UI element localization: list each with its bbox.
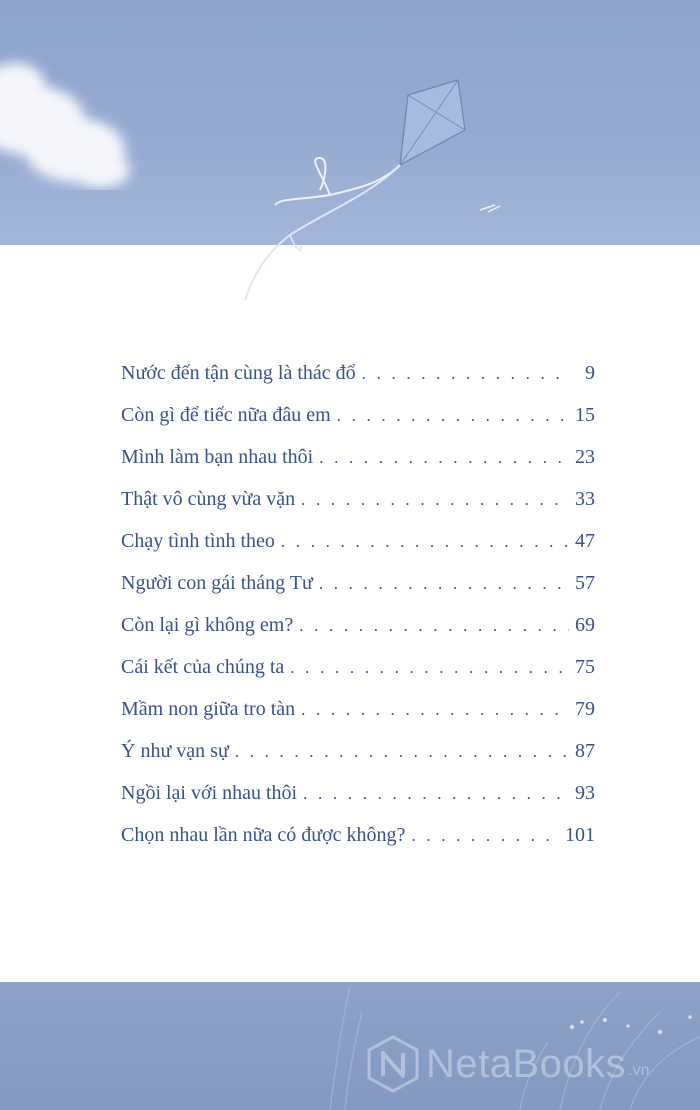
toc-leader-dots [337,406,569,426]
toc-leader-dots [299,616,569,636]
grass-banner [0,982,700,1110]
toc-leader-dots [411,826,561,846]
toc-leader-dots [301,700,569,720]
toc-title: Ý như vạn sự [121,740,229,762]
toc-entry[interactable] [121,530,595,572]
toc-title: Mình làm bạn nhau thôi [121,446,314,468]
toc-page-number: 75 [575,656,595,678]
toc-title: Còn gì để tiếc nữa đâu em [121,404,331,426]
toc-leader-dots [290,658,569,678]
watermark-tld: .vn [628,1062,650,1079]
toc-title: Chạy tình tình theo [121,530,275,552]
toc-leader-dots [362,364,569,384]
toc-title: Cái kết của chúng ta [121,656,285,678]
publisher-watermark [364,1032,694,1096]
toc-page-number: 15 [575,404,595,426]
toc-page-number: 69 [575,614,595,636]
toc-entry[interactable] [121,740,595,782]
toc-leader-dots [303,784,569,804]
toc-title: Mầm non giữa tro tàn [121,698,296,720]
toc-entry[interactable] [121,446,595,488]
toc-entry[interactable] [121,488,595,530]
toc-leader-dots [235,742,569,762]
toc-title: Người con gái tháng Tư [121,572,313,594]
toc-leader-dots [281,532,569,552]
kite-icon [0,0,700,310]
toc-page-number: 101 [565,824,595,846]
toc-page-number: 79 [575,698,595,720]
toc-page-number: 57 [575,572,595,594]
toc-page-number: 47 [575,530,595,552]
toc-title: Thật vô cùng vừa vặn [121,488,296,510]
toc-title: Chọn nhau lần nữa có được không? [121,824,406,846]
toc-title: Ngồi lại với nhau thôi [121,782,298,804]
toc-entry[interactable] [121,614,595,656]
netabooks-logo-icon [364,1034,422,1094]
toc-entry[interactable] [121,404,595,446]
watermark-name: NetaBooks [426,1041,627,1086]
toc-leader-dots [319,574,569,594]
toc-page-number: 9 [585,362,595,384]
toc-title: Nước đến tận cùng là thác đổ [121,362,356,384]
toc-entry[interactable] [121,656,595,698]
toc-title: Còn lại gì không em? [121,614,294,636]
toc-entry[interactable] [121,782,595,824]
toc-page-number: 87 [575,740,595,762]
toc-entry[interactable] [121,362,595,404]
toc-leader-dots [319,448,569,468]
toc-leader-dots [301,490,569,510]
toc-page-number: 93 [575,782,595,804]
toc-entry[interactable] [121,572,595,614]
toc-page-number: 33 [575,488,595,510]
toc-entry[interactable] [121,824,595,866]
toc-page-number: 23 [575,446,595,468]
toc-entry[interactable] [121,698,595,740]
table-of-contents [121,362,595,866]
